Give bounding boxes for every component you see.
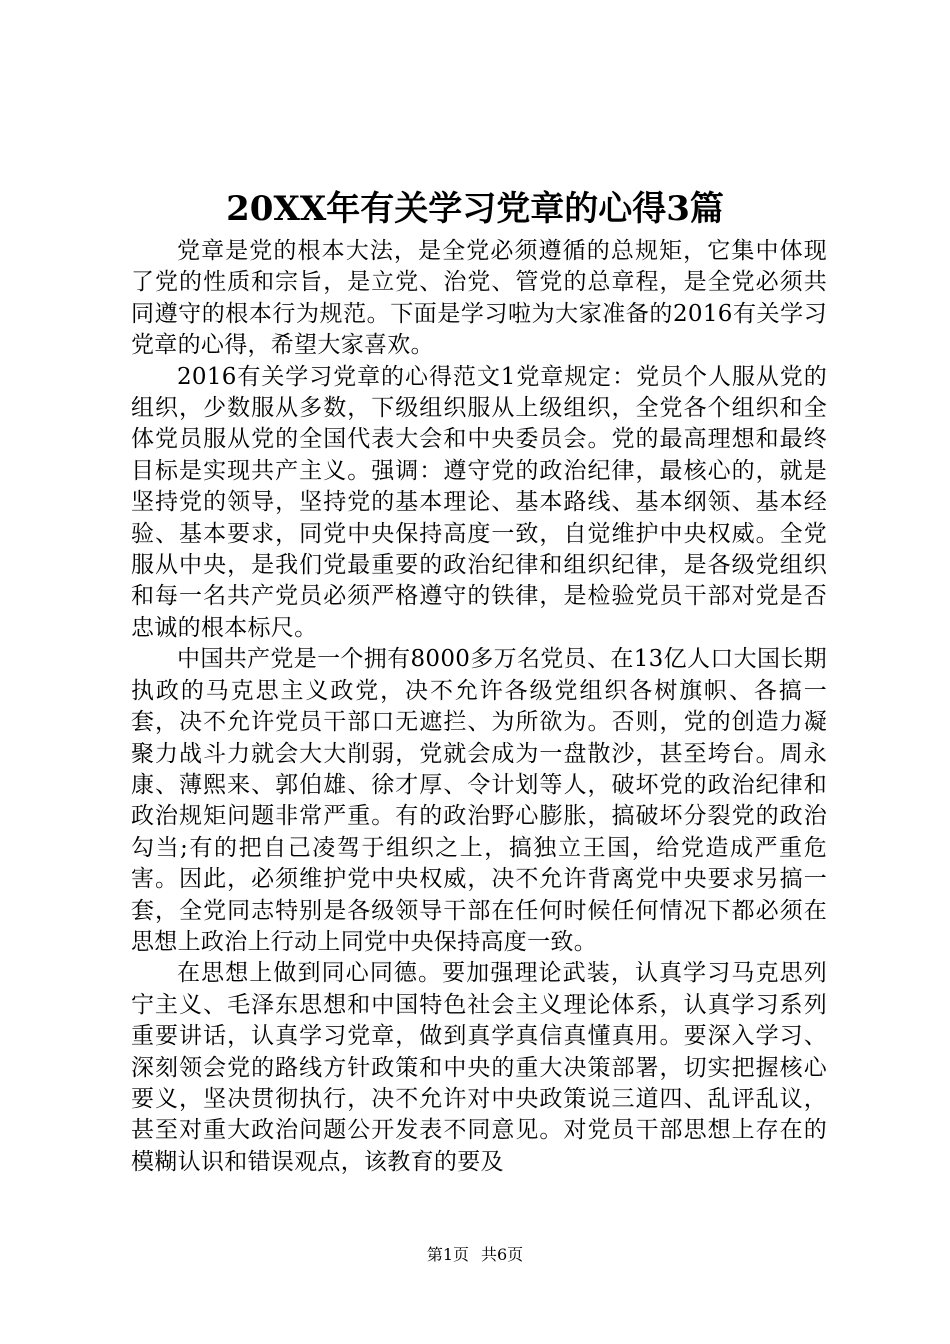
page-footer (0, 1244, 950, 1266)
document-body (131, 236, 827, 1178)
paragraph-intro: 党章是党的根本大法，是全党必须遵循的总规矩，它集中体现了党的性质和宗旨，是立党、治党、管党的总章程，是全党必须共同遵守的根本行为规范。下面是学习啦为大家准备的2016有关学习党章的心得，希望大家喜欢。 (131, 238, 827, 359)
paragraph-cpc: 中国共产党是一个拥有8000多万名党员、在13亿人口大国长期执政的马克思主义政党，决不允许各级党组织各树旗帜、各搞一套，决不允许党员干部口无遮拦、为所欲为。否则，党的创造力凝聚力战斗力就会大大削弱，党就会成为一盘散沙，甚至垮台。周永康、薄熙来、郭伯雄、徐才厚、令计划等人，破坏党的政治纪律和政治规矩问题非常严重。有的政治野心膨胀，搞破坏分裂党的政治勾当;有的把自己凌驾于组织之上，搞独立王国，给党造成严重危害。因此，必须维护党中央权威，决不允许背离党中央要求另搞一套，全党同志特别是各级领导干部在任何时候任何情况下都必须在思想上政治上行动上同党中央保持高度一致。 (131, 646, 827, 955)
paragraph-party-constitution: 2016有关学习党章的心得范文1党章规定：党员个人服从党的组织，少数服从多数，下级组织服从上级组织，全党各个组织和全体党员服从党的全国代表大会和中央委员会。党的最高理想和最终目标是实现共产主义。强调：遵守党的政治纪律，最核心的，就是坚持党的领导，坚持党的基本理论、基本路线、基本纲领、基本经验、基本要求，同党中央保持高度一致，自觉维护中央权威。全党服从中央，是我们党最重要的政治纪律和组织纪律，是各级党组织和每一名共产党员必须严格遵守的铁律，是检验党员干部对党是否忠诚的根本标尺。 (131, 363, 827, 641)
paragraph-ideology: 在思想上做到同心同德。要加强理论武装，认真学习马克思列宁主义、毛泽东思想和中国特色社会主义理论体系，认真学习系列重要讲话，认真学习党章，做到真学真信真懂真用。要深入学习、深刻领会党的路线方针政策和中央的重大决策部署，切实把握核心要义，坚决贯彻执行，决不允许对中央政策说三道四、乱评乱议，甚至对重大政治问题公开发表不同意见。对党员干部思想上存在的模糊认识和错误观点，该教育的要及 (131, 960, 827, 1175)
page-number: 第1页 (426, 1245, 469, 1264)
document-title: 20XX年有关学习党章的心得3篇 (226, 189, 724, 229)
page-total: 共6页 (481, 1245, 524, 1264)
